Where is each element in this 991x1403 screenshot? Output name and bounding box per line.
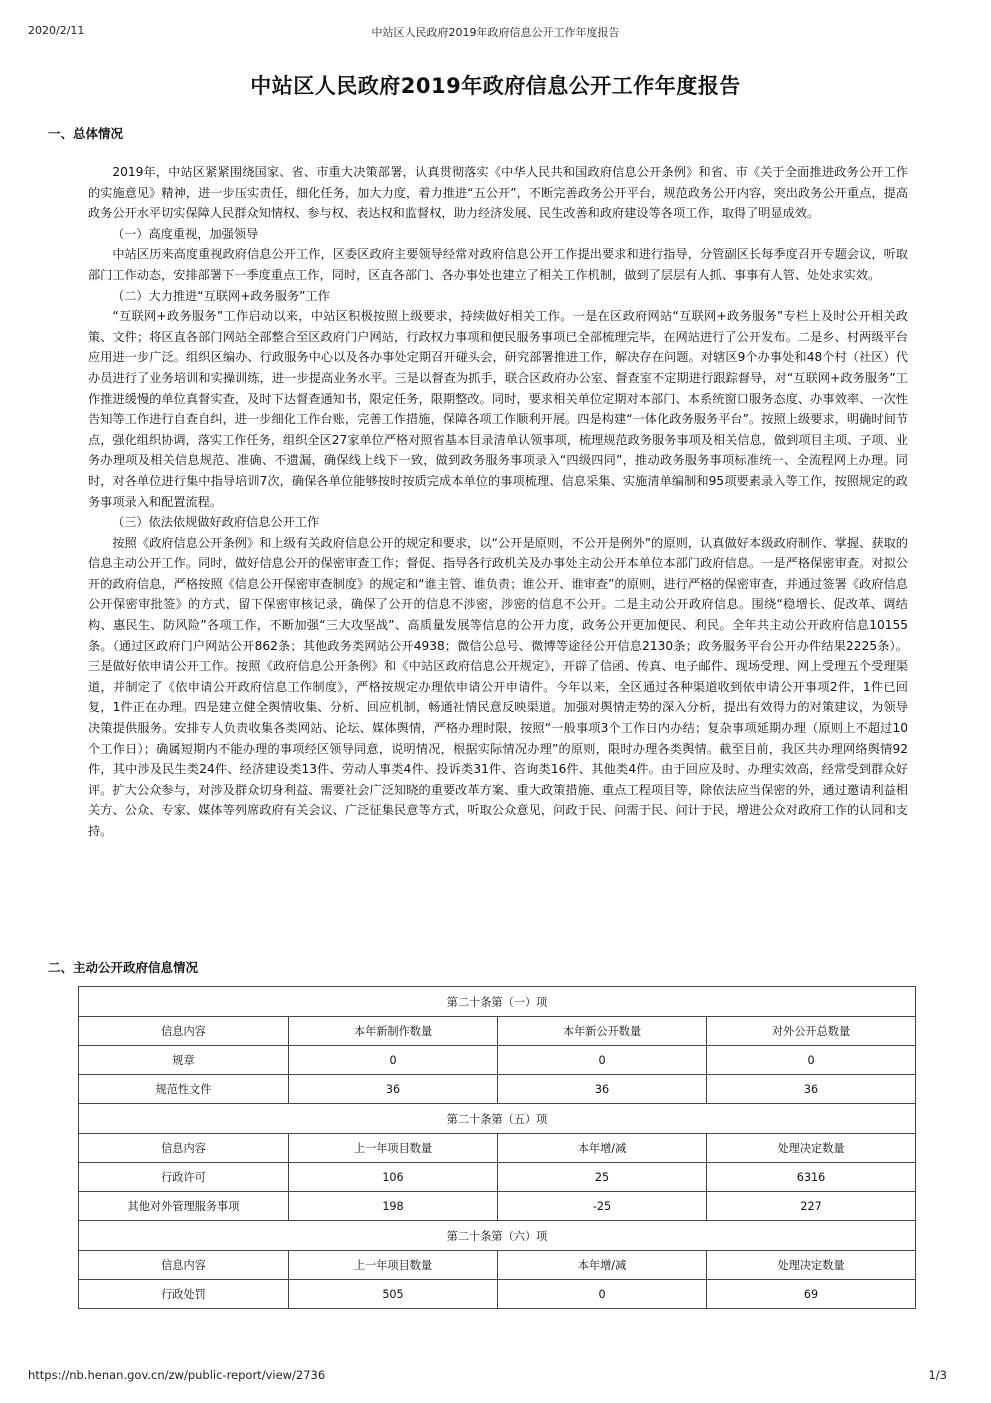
page-number: 1/3 [928, 1368, 947, 1382]
source-url: https://nb.henan.gov.cn/zw/public-report/view/2736 [28, 1368, 326, 1382]
table-cell: 0 [498, 1046, 707, 1075]
print-date: 2020/2/11 [28, 24, 85, 37]
table-caption-row [79, 1221, 916, 1251]
table-cell: 198 [289, 1192, 498, 1221]
subheading-internet-plus: （二）大力推进“互联网+政务服务”工作 [112, 288, 330, 303]
table-row [79, 1046, 916, 1075]
table-cell: 25 [498, 1163, 707, 1192]
table-cell: 规范性文件 [79, 1075, 289, 1104]
report-body [88, 162, 908, 842]
section-heading-proactive-disclosure: 二、主动公开政府信息情况 [48, 960, 199, 975]
table-row [79, 1192, 916, 1221]
paragraph-internet-plus: “互联网+政务服务”工作启动以来，中站区积极按照上级要求，持续做好相关工作。一是在区政府网站“互联网+政务服务”专栏上及时公开相关政策、文件；将区直各部门网站全部整合至区政府门户网站，行政权力事项和便民服务事项已全部梳理完毕，在网站进行了公开发布。二是乡、村两级平台应用进一步广泛。组织区编办、行政服务中心以及各办事处定期召开碰头会，研究部署推进工作，解决存在问题。对辖区9个办事处和48个村（社区）代办员进行了业务培训和实操训练，进一步提高业务水平。三是以督查为抓手，联合区政府办公室、督查室不定期进行跟踪督导，对“互联网+政务服务”工作推进缓慢的单位真督实查，及时下达督查通知书，限定任务，限期整改。同时，要求相关单位定期对本部门、本系统窗口服务态度、办事效率、一次性告知等工作进行自查自纠，进一步细化工作台账，完善工作措施，保障各项工作顺利开展。四是构建“一体化政务服务平台”。按照上级要求，明确时间节点，强化组织协调，落实工作任务，组织全区27家单位严格对照省基本目录清单认领事项，梳理规范政务服务事项及相关信息，做到项目主项、子项、业务办理项及相关信息规范、准确、不遗漏，确保线上线下一致，做到政务服务事项录入“四级四同”，推动政务服务事项标准统一、全流程网上办理。同时，对各单位进行集中指导培训7次，确保各单位能够按时按质完成本单位的事项梳理、信息采集、实施清单编制和95项要素录入等工作，按照规定的政务事项录入和配置流程。 [88, 309, 908, 509]
table-cell: 0 [707, 1046, 916, 1075]
table-cell: 行政处罚 [79, 1280, 289, 1309]
table-cell: 36 [498, 1075, 707, 1104]
table-cell: -25 [498, 1192, 707, 1221]
table-caption: 第二十条第（六）项 [79, 1221, 916, 1251]
column-header: 上一年项目数量 [289, 1251, 498, 1280]
table-header-row [79, 1134, 916, 1163]
table-cell: 0 [498, 1280, 707, 1309]
table-cell: 69 [707, 1280, 916, 1309]
table-row [79, 1075, 916, 1104]
column-header: 处理决定数量 [707, 1134, 916, 1163]
table-caption-row [79, 1104, 916, 1134]
column-header: 本年新公开数量 [498, 1017, 707, 1046]
table-cell: 36 [707, 1075, 916, 1104]
table-row [79, 1280, 916, 1309]
table-caption: 第二十条第（五）项 [79, 1104, 916, 1134]
print-header-title: 中站区人民政府2019年政府信息公开工作年度报告 [371, 26, 620, 39]
column-header: 对外公开总数量 [707, 1017, 916, 1046]
section-heading-overview: 一、总体情况 [48, 126, 124, 141]
table-row [79, 1163, 916, 1192]
table-cell: 规章 [79, 1046, 289, 1075]
table-cell: 505 [289, 1280, 498, 1309]
column-header: 信息内容 [79, 1251, 289, 1280]
table-cell: 0 [289, 1046, 498, 1075]
table-cell: 227 [707, 1192, 916, 1221]
table-cell: 其他对外管理服务事项 [79, 1192, 289, 1221]
table-caption-row [79, 987, 916, 1017]
table-caption: 第二十条第（一）项 [79, 987, 916, 1017]
paragraph-disclosure: 按照《政府信息公开条例》和上级有关政府信息公开的规定和要求，以“公开是原则，不公开是例外”的原则，认真做好本级政府制作、掌握、获取的信息主动公开工作。同时，做好信息公开的保密审查工作；督促、指导各行政机关及办事处主动公开本单位本部门政府信息。一是严格保密审查。对拟公开的政府信息，严格按照《信息公开保密审查制度》的规定和“谁主管、谁负责；谁公开、谁审查”的原则，进行严格的保密审查，并通过签署《政府信息公开保密审批签》的方式，留下保密审核记录，确保了公开的信息不涉密，涉密的信息不公开。二是主动公开政府信息。围绕“稳增长、促改革、调结构、惠民生、防风险”各项工作，不断加强“三大攻坚战”、高质量发展等信息的公开力度，政务公开更加便民、利民。全年共主动公开政府信息10155条。（通过区政府门户网站公开862条；其他政务类网站公开4938；微信公总号、微博等途径公开信息2130条；政务服务平台公开办件结果2225条）。三是做好依申请公开工作。按照《政府信息公开条例》和《中站区政府信息公开规定》，开辟了信函、传真、电子邮件、现场受理、网上受理五个受理渠道，并制定了《依申请公开政府信息工作制度》，严格按规定办理依申请公开申请件。今年以来，全区通过各种渠道收到依申请公开事项2件，1件已回复，1件正在办理。四是建立健全舆情收集、分析、回应机制，畅通社情民意反映渠道。加强对舆情走势的深入分析，提出有效得力的对策建议，为领导决策提供服务。安排专人负责收集各类网站、论坛、媒体舆情，严格办理时限，按照“一般事项3个工作日内办结；复杂事项延期办理（原则上不超过10个工作日）；确属短期内不能办理的事项经区领导同意，说明情况，根据实际情况办理”的原则，限时办理各类舆情。截至目前，我区共办理网络舆情92件，其中涉及民生类24件、经济建设类13件、劳动人事类4件、投诉类31件、咨询类16件、其他类4件。由于回应及时、办理实效高，经常受到群众好评。扩大公众参与，对涉及群众切身利益、需要社会广泛知晓的重要改革方案、重大政策措施、重点工程项目等，除依法应当保密的外，通过邀请利益相关方、公众、专家、媒体等列席政府有关会议、广泛征集民意等方式，听取公众意见，问政于民、问需于民、问计于民，增进公众对政府工作的认同和支持。 [88, 535, 908, 838]
table-header-row [79, 1251, 916, 1280]
column-header: 本年增/减 [498, 1251, 707, 1280]
table-cell: 行政许可 [79, 1163, 289, 1192]
column-header: 本年新制作数量 [289, 1017, 498, 1046]
table-header-row [79, 1017, 916, 1046]
subheading-leadership: （一）高度重视，加强领导 [112, 226, 259, 241]
table-cell: 106 [289, 1163, 498, 1192]
column-header: 信息内容 [79, 1017, 289, 1046]
column-header: 本年增/减 [498, 1134, 707, 1163]
column-header: 上一年项目数量 [289, 1134, 498, 1163]
paragraph-leadership: 中站区历来高度重视政府信息公开工作，区委区政府主要领导经常对政府信息公开工作提出要求和进行指导，分管副区长每季度召开专题会议，听取部门工作动态，安排部署下一季度重点工作，同时，区直各部门、各办事处也建立了相关工作机制，做到了层层有人抓、事事有人管、处处求实效。 [88, 247, 908, 282]
column-header: 处理决定数量 [707, 1251, 916, 1280]
subheading-disclosure: （三）依法依规做好政府信息公开工作 [112, 515, 320, 530]
column-header: 信息内容 [79, 1134, 289, 1163]
table-cell: 36 [289, 1075, 498, 1104]
paragraph-intro: 2019年，中站区紧紧围绕国家、省、市重大决策部署，认真贯彻落实《中华人民共和国政府信息公开条例》和省、市《关于全面推进政务公开工作的实施意见》精神，进一步压实责任，细化任务，加大力度，着力推进“五公开”，不断完善政务公开平台，规范政务公开内容，突出政务公开重点，提高政务公开水平切实保障人民群众知情权、参与权、表达权和监督权，助力经济发展、民生改善和政府建设等各项工作，取得了明显成效。 [88, 165, 908, 221]
table-cell: 6316 [707, 1163, 916, 1192]
page-title: 中站区人民政府2019年政府信息公开工作年度报告 [250, 74, 741, 98]
disclosure-table [78, 986, 916, 1309]
